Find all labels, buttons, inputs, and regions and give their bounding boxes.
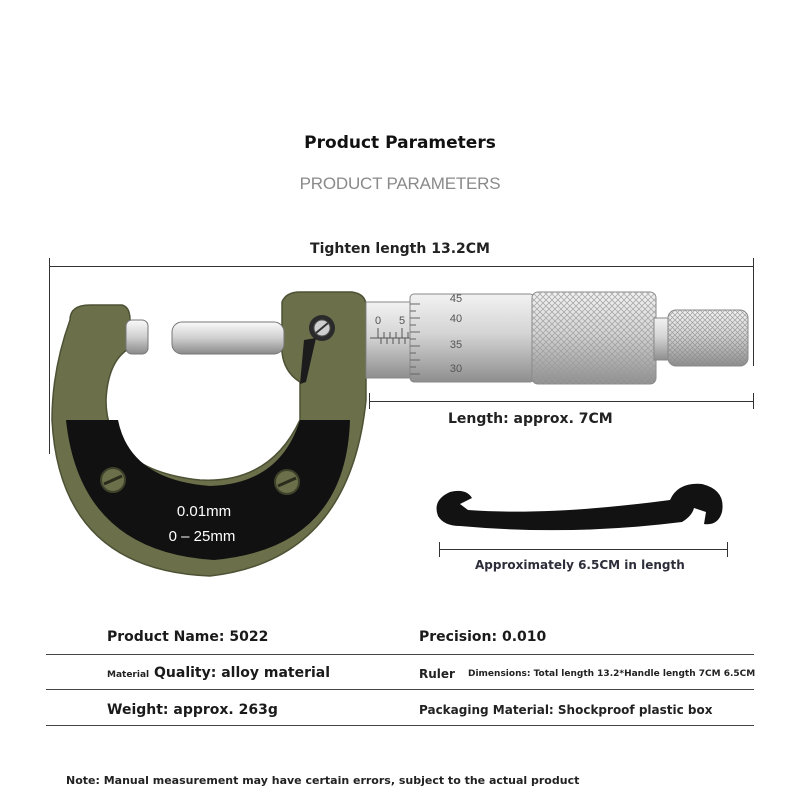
thimble-mark-35: 35 bbox=[449, 339, 463, 351]
thimble-mark-40: 40 bbox=[449, 313, 463, 325]
spec-divider-2 bbox=[46, 689, 754, 690]
thimble-mark-45: 45 bbox=[449, 293, 463, 305]
length-label: Length: approx. 7CM bbox=[448, 411, 613, 427]
spec-ruler-tag: Ruler bbox=[419, 667, 455, 681]
length-right-tick bbox=[753, 393, 754, 409]
spec-divider-1 bbox=[46, 654, 754, 655]
spec-divider-3 bbox=[46, 725, 754, 726]
wrench-length-label: Approximately 6.5CM in length bbox=[475, 558, 685, 572]
spec-dimensions: Dimensions: Total length 13.2*Handle length 7CM 6.5CM bbox=[468, 669, 756, 679]
spec-packaging: Packaging Material: Shockproof plastic box bbox=[419, 703, 713, 717]
thimble-mark-30: 30 bbox=[449, 363, 463, 375]
length-left-tick bbox=[369, 393, 370, 409]
tighten-length-label: Tighten length 13.2CM bbox=[310, 241, 490, 257]
thimble bbox=[410, 294, 534, 382]
spec-material-tag: Material bbox=[107, 670, 150, 680]
frame-precision-text: 0.01mm bbox=[176, 503, 232, 520]
spec-product-name: Product Name: 5022 bbox=[107, 629, 269, 645]
length-line bbox=[369, 401, 754, 402]
frame-range-text: 0 – 25mm bbox=[168, 528, 236, 545]
anvil bbox=[126, 320, 148, 354]
wrench-right-tick bbox=[727, 542, 728, 557]
sleeve-mark-5: 5 bbox=[398, 315, 406, 327]
disclaimer-note: Note: Manual measurement may have certain errors, subject to the actual product bbox=[66, 774, 580, 787]
spec-quality: Quality: alloy material bbox=[154, 665, 331, 681]
frame-screw-right bbox=[275, 470, 299, 494]
spec-weight: Weight: approx. 263g bbox=[107, 702, 278, 718]
wrench-illustration bbox=[430, 478, 730, 538]
spindle bbox=[172, 322, 284, 354]
wrench-left-tick bbox=[439, 542, 440, 557]
page-title: Product Parameters bbox=[304, 133, 496, 153]
sleeve-mark-0: 0 bbox=[374, 315, 382, 327]
wrench-length-line bbox=[439, 549, 728, 550]
spec-precision: Precision: 0.010 bbox=[419, 629, 547, 645]
page-subtitle: PRODUCT PARAMETERS bbox=[299, 174, 501, 193]
frame-screw-left bbox=[101, 468, 125, 492]
